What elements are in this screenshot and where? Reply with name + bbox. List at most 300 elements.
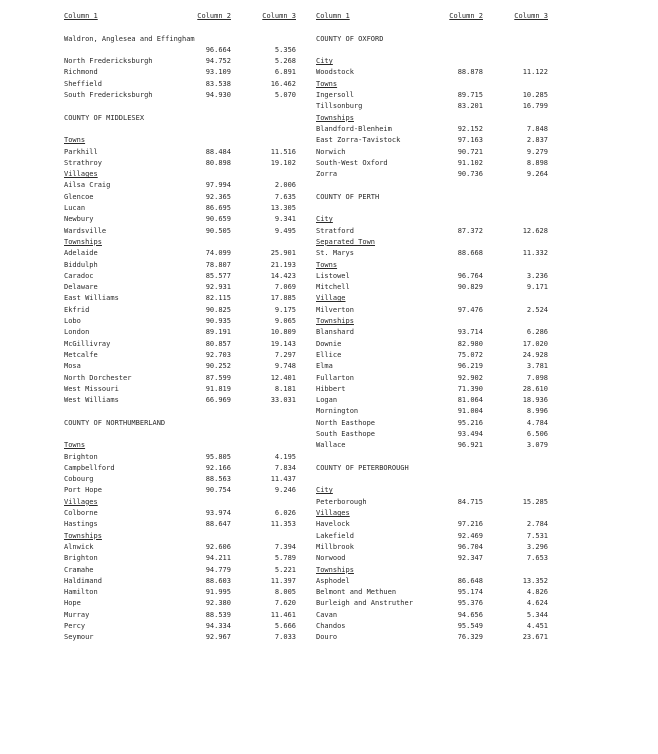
place-name: Lobo <box>64 317 81 326</box>
column-2-value: 97.994 <box>205 181 231 190</box>
county-heading-text: COUNTY OF PERTH <box>316 192 380 201</box>
column-2-value: 95.216 <box>457 418 483 427</box>
column-3-value: 6.026 <box>274 509 296 518</box>
place-name: Hamilton <box>64 588 98 597</box>
category-heading-text: Village <box>316 294 346 303</box>
column-2-value: 92.469 <box>457 531 483 540</box>
table-row <box>316 429 548 440</box>
column-2-value: 97.163 <box>457 136 483 145</box>
table-row <box>64 192 296 203</box>
category-heading <box>316 214 548 225</box>
column-3-value: 7.848 <box>526 124 548 133</box>
category-heading-text: Villages <box>316 509 350 518</box>
column-3-value: 4.826 <box>526 588 548 597</box>
category-heading-text: Townships <box>316 317 354 326</box>
table-row <box>64 293 296 304</box>
spacer-row <box>316 452 548 463</box>
column-3-value: 3.236 <box>526 271 548 280</box>
column-2-value: 84.715 <box>457 497 483 506</box>
table-row <box>64 271 296 282</box>
column-3-value: 21.193 <box>270 260 296 269</box>
place-name: Wardsville <box>64 226 107 235</box>
column-2-value: 92.606 <box>205 542 231 551</box>
column-3-value: 10.809 <box>270 328 296 337</box>
column-3-value: 28.610 <box>522 384 548 393</box>
column-2-value: 94.779 <box>205 565 231 574</box>
column-2-value: 87.372 <box>457 226 483 235</box>
column-3-value: 5.221 <box>274 565 296 574</box>
column-3-value: 7.394 <box>274 542 296 551</box>
place-name: Seymour <box>64 633 94 642</box>
column-2-value: 94.656 <box>457 610 483 619</box>
place-name: Brighton <box>64 452 98 461</box>
table-row <box>64 203 296 214</box>
place-name: Zorra <box>316 170 338 179</box>
table-row <box>64 384 296 395</box>
county-heading-text: Waldron, Anglesea and Effingham <box>64 34 195 43</box>
table-row <box>316 598 548 609</box>
column-3-value: 16.462 <box>270 79 296 88</box>
place-name: Stratford <box>316 226 354 235</box>
county-heading <box>64 113 296 124</box>
place-name: Woodstock <box>316 68 354 77</box>
place-name: Haldimand <box>64 576 102 585</box>
table-row <box>316 587 548 598</box>
table-row <box>316 576 548 587</box>
table-row <box>64 373 296 384</box>
place-name: Cramahe <box>64 565 94 574</box>
spacer-row <box>316 22 548 33</box>
table-row <box>64 632 296 643</box>
place-name: Chandos <box>316 622 346 631</box>
table-row <box>316 101 548 112</box>
table-row <box>64 327 296 338</box>
left-column <box>64 11 296 644</box>
table-row <box>316 226 548 237</box>
place-name: Ellice <box>316 350 342 359</box>
table-row <box>316 282 548 293</box>
table-row <box>64 587 296 598</box>
column-2-value: 95.549 <box>457 622 483 631</box>
column-2-header: Column 2 <box>449 12 483 20</box>
category-heading <box>64 440 296 451</box>
table-row <box>316 531 548 542</box>
place-name: Hibbert <box>316 384 346 393</box>
place-name: Ekfrid <box>64 305 90 314</box>
category-heading-text: Towns <box>316 260 338 269</box>
column-3-value: 8.898 <box>526 158 548 167</box>
column-3-value: 4.195 <box>274 452 296 461</box>
table-row <box>64 56 296 67</box>
column-3-value: 24.928 <box>522 350 548 359</box>
column-3-value: 19.102 <box>270 158 296 167</box>
column-3-value: 15.285 <box>522 497 548 506</box>
column-2-value: 90.659 <box>205 215 231 224</box>
place-name: Hastings <box>64 520 98 529</box>
category-heading-text: Villages <box>64 497 98 506</box>
column-3-value: 2.524 <box>526 305 548 314</box>
table-row <box>316 406 548 417</box>
place-name: Metcalfe <box>64 350 98 359</box>
column-2-value: 96.704 <box>457 542 483 551</box>
column-3-value: 5.268 <box>274 57 296 66</box>
column-3-value: 7.531 <box>526 531 548 540</box>
county-heading <box>316 34 548 45</box>
column-2-value: 94.930 <box>205 91 231 100</box>
column-2-value: 94.334 <box>205 622 231 631</box>
category-heading-text: City <box>316 215 333 224</box>
category-heading <box>64 237 296 248</box>
column-3-value: 23.671 <box>522 633 548 642</box>
table-row <box>316 610 548 621</box>
table-row <box>64 474 296 485</box>
column-3-value: 11.353 <box>270 520 296 529</box>
table-row <box>64 260 296 271</box>
column-2-value: 88.668 <box>457 249 483 258</box>
table-row <box>64 553 296 564</box>
place-name: Listowel <box>316 271 350 280</box>
place-name: Douro <box>316 633 338 642</box>
place-name: Caradoc <box>64 271 94 280</box>
table-row <box>64 282 296 293</box>
column-2-value: 90.505 <box>205 226 231 235</box>
table-header-row <box>64 11 296 22</box>
table-row <box>316 135 548 146</box>
column-2-value: 78.807 <box>205 260 231 269</box>
category-heading-text: City <box>316 486 333 495</box>
place-name: Port Hope <box>64 486 102 495</box>
column-3-value: 33.031 <box>270 396 296 405</box>
column-2-value: 95.805 <box>205 452 231 461</box>
county-heading <box>64 34 296 45</box>
column-2-value: 90.252 <box>205 362 231 371</box>
column-2-value: 92.931 <box>205 283 231 292</box>
column-2-value: 96.664 <box>205 45 231 54</box>
table-row <box>64 610 296 621</box>
place-name: Downie <box>316 339 342 348</box>
table-row <box>316 395 548 406</box>
place-name: Newbury <box>64 215 94 224</box>
spacer-row <box>64 429 296 440</box>
spacer-row <box>64 124 296 135</box>
place-name: Alnwick <box>64 542 94 551</box>
column-2-value: 96.219 <box>457 362 483 371</box>
category-heading <box>316 293 548 304</box>
table-row <box>316 632 548 643</box>
column-2-value: 94.211 <box>205 554 231 563</box>
table-row <box>316 67 548 78</box>
column-2-value: 90.754 <box>205 486 231 495</box>
column-2-value: 87.599 <box>205 373 231 382</box>
table-row <box>64 305 296 316</box>
column-3-value: 11.397 <box>270 576 296 585</box>
table-row <box>64 79 296 90</box>
category-heading-text: Villages <box>64 170 98 179</box>
column-3-value: 7.069 <box>274 283 296 292</box>
column-3-value: 9.748 <box>274 362 296 371</box>
column-3-value: 8.005 <box>274 588 296 597</box>
category-heading <box>64 169 296 180</box>
column-2-value: 96.921 <box>457 441 483 450</box>
table-row <box>316 384 548 395</box>
column-3-value: 4.451 <box>526 622 548 631</box>
column-2-value: 91.102 <box>457 158 483 167</box>
place-name: Peterborough <box>316 497 367 506</box>
place-name: Wallace <box>316 441 346 450</box>
place-name: West Missouri <box>64 384 119 393</box>
category-heading-text: Townships <box>316 113 354 122</box>
column-3-value: 13.352 <box>522 576 548 585</box>
county-heading <box>64 418 296 429</box>
table-row <box>316 169 548 180</box>
table-row <box>64 158 296 169</box>
column-2-value: 85.577 <box>205 271 231 280</box>
place-name: South Fredericksburgh <box>64 91 153 100</box>
column-3-value: 9.171 <box>526 283 548 292</box>
table-row <box>316 124 548 135</box>
table-row <box>316 553 548 564</box>
column-3-value: 9.065 <box>274 317 296 326</box>
place-name: Adelaide <box>64 249 98 258</box>
place-name: Tillsonburg <box>316 102 363 111</box>
column-2-value: 94.752 <box>205 57 231 66</box>
place-name: Cobourg <box>64 475 94 484</box>
column-2-value: 76.329 <box>457 633 483 642</box>
column-2-value: 90.736 <box>457 170 483 179</box>
column-3-value: 7.033 <box>274 633 296 642</box>
column-2-value: 90.829 <box>457 283 483 292</box>
column-3-value: 11.437 <box>270 475 296 484</box>
column-2-value: 86.695 <box>205 204 231 213</box>
column-2-value: 93.109 <box>205 68 231 77</box>
column-3-value: 17.020 <box>522 339 548 348</box>
column-3-value: 4.784 <box>526 418 548 427</box>
column-2-value: 91.004 <box>457 407 483 416</box>
table-row <box>316 271 548 282</box>
column-3-value: 9.246 <box>274 486 296 495</box>
place-name: North Easthope <box>316 418 376 427</box>
column-3-value: 5.070 <box>274 91 296 100</box>
column-2-value: 93.494 <box>457 429 483 438</box>
table-row <box>316 327 548 338</box>
column-3-value: 5.666 <box>274 622 296 631</box>
table-row <box>64 576 296 587</box>
column-2-value: 92.902 <box>457 373 483 382</box>
column-2-value: 97.216 <box>457 520 483 529</box>
column-3-value: 8.181 <box>274 384 296 393</box>
category-heading <box>64 497 296 508</box>
place-name: Richmond <box>64 68 98 77</box>
column-2-value: 97.476 <box>457 305 483 314</box>
column-2-value: 92.380 <box>205 599 231 608</box>
column-2-value: 66.969 <box>205 396 231 405</box>
place-name: Ailsa Craig <box>64 181 111 190</box>
table-row <box>64 147 296 158</box>
column-2-value: 92.703 <box>205 350 231 359</box>
column-3-value: 7.635 <box>274 192 296 201</box>
table-row <box>64 226 296 237</box>
column-2-value: 88.647 <box>205 520 231 529</box>
place-name: St. Marys <box>316 249 354 258</box>
county-heading-text: COUNTY OF PETERBOROUGH <box>316 463 409 472</box>
column-3-value: 2.784 <box>526 520 548 529</box>
table-row <box>316 361 548 372</box>
category-heading <box>316 79 548 90</box>
column-2-header: Column 2 <box>197 12 231 20</box>
table-row <box>64 519 296 530</box>
category-heading-text: Separated Town <box>316 237 376 246</box>
place-name: Logan <box>316 396 338 405</box>
column-2-value: 91.819 <box>205 384 231 393</box>
category-heading <box>64 135 296 146</box>
table-row <box>64 508 296 519</box>
column-1-header: Column 1 <box>64 12 98 20</box>
table-row <box>64 339 296 350</box>
table-row <box>64 485 296 496</box>
column-3-value: 9.495 <box>274 226 296 235</box>
place-name: Lucan <box>64 204 86 213</box>
table-row <box>316 305 548 316</box>
column-2-value: 88.603 <box>205 576 231 585</box>
place-name: Murray <box>64 610 90 619</box>
table-row <box>316 90 548 101</box>
column-3-value: 7.653 <box>526 554 548 563</box>
table-row <box>64 463 296 474</box>
column-2-value: 90.935 <box>205 317 231 326</box>
right-column <box>316 11 548 644</box>
place-name: West Williams <box>64 396 119 405</box>
column-3-value: 2.837 <box>526 136 548 145</box>
category-heading <box>316 113 548 124</box>
column-3-value: 11.516 <box>270 147 296 156</box>
spacer-row <box>64 101 296 112</box>
spacer-row <box>316 180 548 191</box>
spacer-row <box>64 406 296 417</box>
column-2-value: 95.376 <box>457 599 483 608</box>
category-heading-text: Townships <box>64 531 102 540</box>
category-heading <box>316 260 548 271</box>
column-2-value: 83.201 <box>457 102 483 111</box>
table-row <box>316 339 548 350</box>
place-name: Milverton <box>316 305 354 314</box>
place-name: Mornington <box>316 407 359 416</box>
column-3-value: 11.461 <box>270 610 296 619</box>
category-heading-text: Towns <box>64 136 86 145</box>
spacer-row <box>316 203 548 214</box>
column-2-value: 86.648 <box>457 576 483 585</box>
column-3-value: 12.628 <box>522 226 548 235</box>
column-3-value: 14.423 <box>270 271 296 280</box>
table-row <box>64 90 296 101</box>
place-name: Ingersoll <box>316 91 354 100</box>
column-3-value: 3.781 <box>526 362 548 371</box>
column-3-value: 6.506 <box>526 429 548 438</box>
column-2-value: 92.347 <box>457 554 483 563</box>
column-3-value: 11.332 <box>522 249 548 258</box>
place-name: Biddulph <box>64 260 98 269</box>
category-heading <box>316 565 548 576</box>
table-row <box>64 565 296 576</box>
county-heading <box>316 192 548 203</box>
column-2-value: 90.825 <box>205 305 231 314</box>
table-row <box>316 350 548 361</box>
column-2-value: 91.995 <box>205 588 231 597</box>
place-name: Fullarton <box>316 373 354 382</box>
column-3-value: 13.305 <box>270 204 296 213</box>
spacer-row <box>316 45 548 56</box>
table-row <box>64 598 296 609</box>
column-2-value: 93.974 <box>205 509 231 518</box>
table-row <box>316 147 548 158</box>
table-row <box>64 350 296 361</box>
table-row <box>316 373 548 384</box>
table-row <box>64 67 296 78</box>
table-row <box>64 542 296 553</box>
category-heading <box>316 508 548 519</box>
column-3-value: 18.936 <box>522 396 548 405</box>
category-heading-text: Townships <box>316 565 354 574</box>
place-name: Belmont and Methuen <box>316 588 397 597</box>
place-name: Hope <box>64 599 81 608</box>
column-3-value: 7.098 <box>526 373 548 382</box>
place-name: Glencoe <box>64 192 94 201</box>
place-name: Sheffield <box>64 79 102 88</box>
column-3-value: 3.296 <box>526 542 548 551</box>
column-2-value: 82.115 <box>205 294 231 303</box>
county-heading <box>316 463 548 474</box>
column-2-value: 80.857 <box>205 339 231 348</box>
category-heading-text: Towns <box>316 79 338 88</box>
category-heading-text: Towns <box>64 441 86 450</box>
place-name: Delaware <box>64 283 98 292</box>
category-heading <box>64 531 296 542</box>
place-name: Millbrook <box>316 542 354 551</box>
table-row <box>316 519 548 530</box>
place-name: Parkhill <box>64 147 98 156</box>
place-name: Asphodel <box>316 576 350 585</box>
place-name: Blanshard <box>316 328 354 337</box>
place-name: Mitchell <box>316 283 350 292</box>
place-name: Percy <box>64 622 86 631</box>
table-row <box>64 395 296 406</box>
place-name: East Zorra-Tavistock <box>316 136 401 145</box>
category-heading <box>316 485 548 496</box>
column-3-value: 9.341 <box>274 215 296 224</box>
column-3-value: 8.996 <box>526 407 548 416</box>
table-row <box>64 361 296 372</box>
column-3-value: 9.175 <box>274 305 296 314</box>
column-2-value: 88.539 <box>205 610 231 619</box>
category-heading-text: City <box>316 57 333 66</box>
column-3-value: 25.901 <box>270 249 296 258</box>
column-3-value: 5.356 <box>274 45 296 54</box>
table-row <box>316 248 548 259</box>
place-name: Norwich <box>316 147 346 156</box>
column-2-value: 92.365 <box>205 192 231 201</box>
column-2-value: 75.072 <box>457 350 483 359</box>
column-3-value: 9.264 <box>526 170 548 179</box>
place-name: Havelock <box>316 520 350 529</box>
column-2-value: 89.715 <box>457 91 483 100</box>
county-heading-text: COUNTY OF OXFORD <box>316 34 384 43</box>
place-name: Cavan <box>316 610 338 619</box>
column-3-value: 19.143 <box>270 339 296 348</box>
category-heading <box>316 56 548 67</box>
place-name: Lakefield <box>316 531 354 540</box>
spacer-row <box>64 22 296 33</box>
column-2-value: 90.721 <box>457 147 483 156</box>
place-name: South Easthope <box>316 429 376 438</box>
